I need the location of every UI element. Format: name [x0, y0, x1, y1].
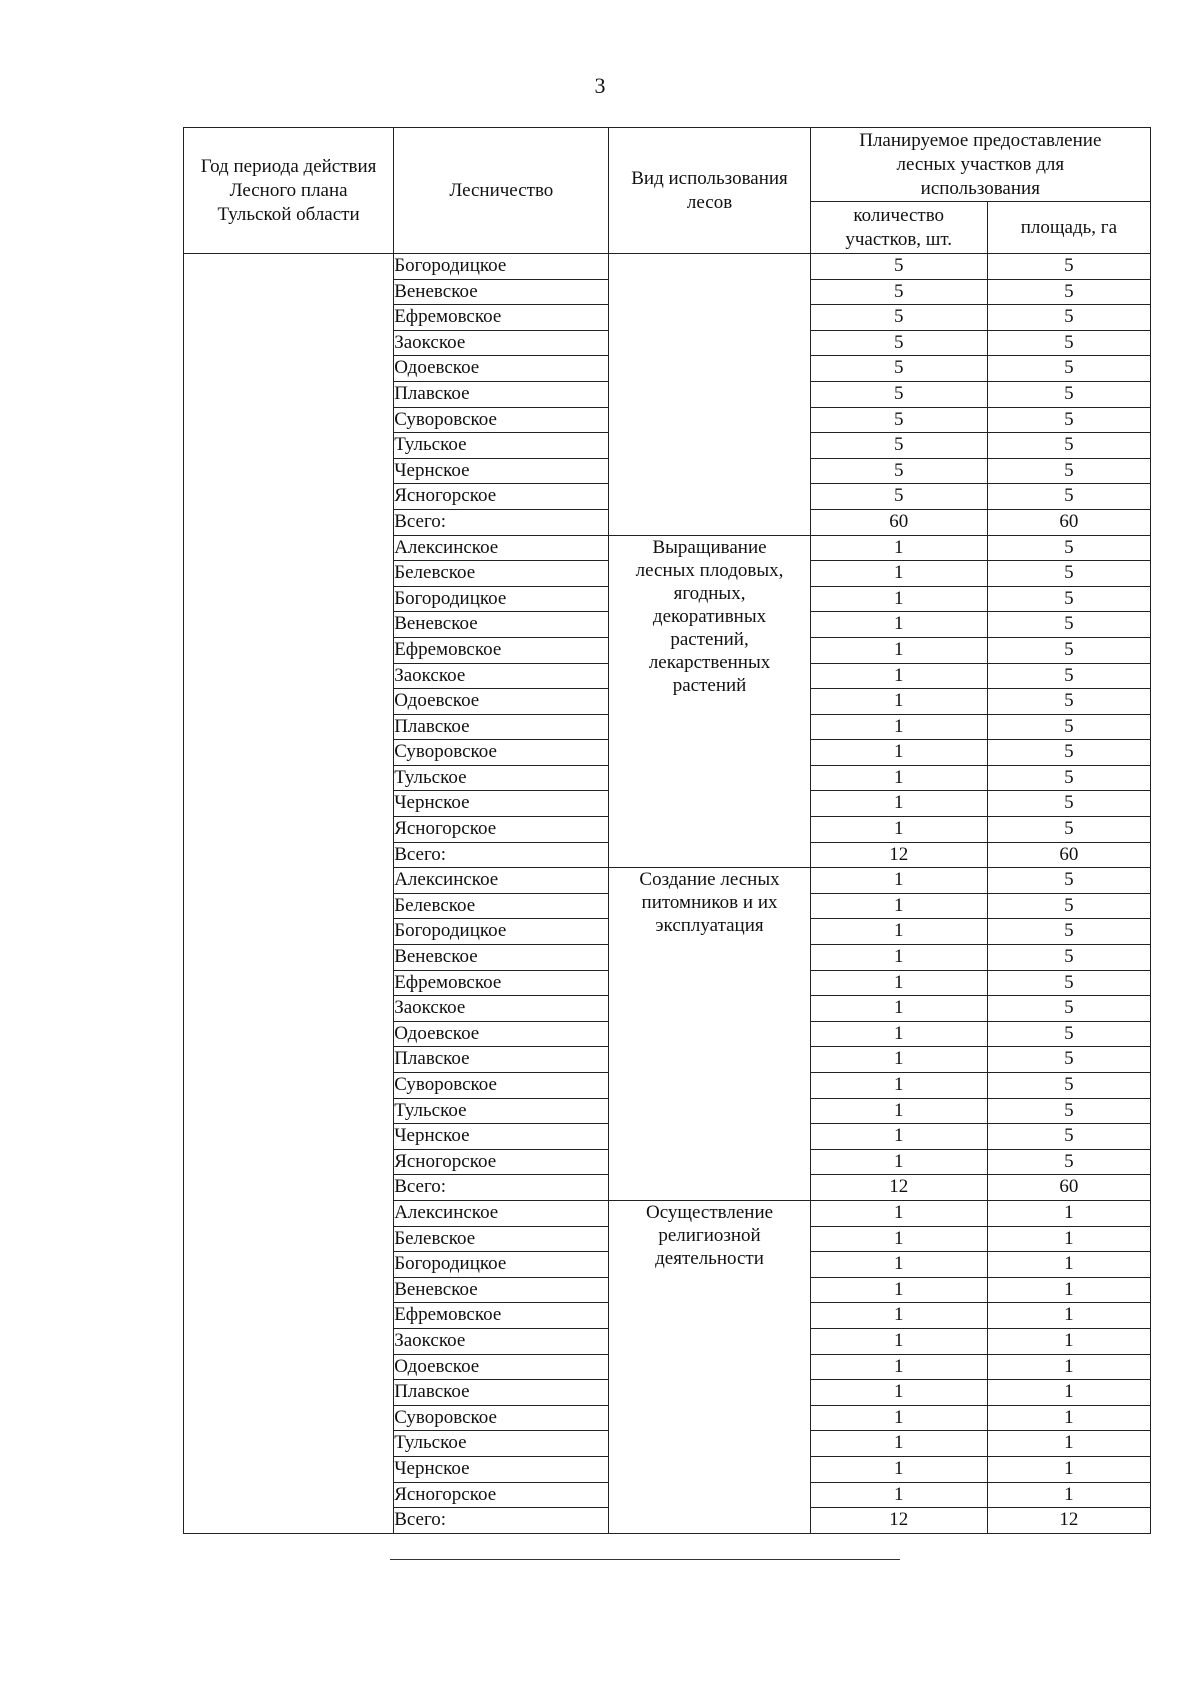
count-cell: 1	[810, 1226, 987, 1252]
count-cell: 5	[810, 458, 987, 484]
count-cell: 1	[810, 1124, 987, 1150]
forestry-cell: Тульское	[394, 765, 609, 791]
footer-rule	[390, 1559, 900, 1560]
count-cell: 1	[810, 1380, 987, 1406]
area-cell: 5	[987, 407, 1150, 433]
use-type-cell	[609, 868, 810, 1201]
count-cell: 1	[810, 1277, 987, 1303]
area-cell: 5	[987, 689, 1150, 715]
area-cell: 5	[987, 970, 1150, 996]
forestry-cell: Богородицкое	[394, 919, 609, 945]
forestry-cell: Белевское	[394, 561, 609, 587]
count-cell: 5	[810, 279, 987, 305]
area-cell: 1	[987, 1405, 1150, 1431]
area-cell: 1	[987, 1431, 1150, 1457]
count-cell: 1	[810, 1021, 987, 1047]
area-cell: 5	[987, 586, 1150, 612]
area-cell: 5	[987, 535, 1150, 561]
area-cell: 5	[987, 381, 1150, 407]
area-cell: 1	[987, 1380, 1150, 1406]
count-cell: 1	[810, 714, 987, 740]
area-cell: 5	[987, 919, 1150, 945]
area-cell: 5	[987, 817, 1150, 843]
count-cell: 1	[810, 765, 987, 791]
area-cell: 5	[987, 279, 1150, 305]
count-cell: 1	[810, 919, 987, 945]
forestry-cell: Белевское	[394, 1226, 609, 1252]
forestry-cell: Алексинское	[394, 868, 609, 894]
header-forestry: Лесничество	[394, 128, 609, 254]
area-cell: 5	[987, 996, 1150, 1022]
count-cell: 12	[810, 1508, 987, 1534]
forestry-cell: Плавское	[394, 381, 609, 407]
count-cell: 12	[810, 842, 987, 868]
area-cell: 5	[987, 433, 1150, 459]
count-cell: 1	[810, 1047, 987, 1073]
count-cell: 1	[810, 689, 987, 715]
area-cell: 5	[987, 740, 1150, 766]
count-cell: 1	[810, 1303, 987, 1329]
count-cell: 1	[810, 1482, 987, 1508]
area-cell: 5	[987, 765, 1150, 791]
forestry-cell: Заокское	[394, 1328, 609, 1354]
forestry-cell: Плавское	[394, 714, 609, 740]
forestry-cell: Алексинское	[394, 535, 609, 561]
area-cell: 5	[987, 356, 1150, 382]
forestry-cell: Суворовское	[394, 1073, 609, 1099]
count-cell: 1	[810, 868, 987, 894]
area-cell: 1	[987, 1303, 1150, 1329]
count-cell: 1	[810, 1405, 987, 1431]
forestry-cell: Суворовское	[394, 1405, 609, 1431]
forestry-cell: Заокское	[394, 663, 609, 689]
forestry-cell: Ясногорское	[394, 1482, 609, 1508]
count-cell: 1	[810, 1149, 987, 1175]
forestry-cell: Веневское	[394, 1277, 609, 1303]
count-cell: 5	[810, 356, 987, 382]
count-cell: 1	[810, 817, 987, 843]
forestry-cell: Белевское	[394, 893, 609, 919]
forestry-cell: Тульское	[394, 1431, 609, 1457]
area-cell: 5	[987, 1149, 1150, 1175]
count-cell: 5	[810, 381, 987, 407]
area-cell: 1	[987, 1252, 1150, 1278]
count-cell: 1	[810, 740, 987, 766]
area-cell: 5	[987, 663, 1150, 689]
forestry-cell: Суворовское	[394, 407, 609, 433]
area-cell: 1	[987, 1226, 1150, 1252]
use-type-cell	[609, 535, 810, 868]
count-cell: 1	[810, 1252, 987, 1278]
area-cell: 5	[987, 791, 1150, 817]
forestry-cell: Богородицкое	[394, 586, 609, 612]
forestry-cell: Одоевское	[394, 689, 609, 715]
area-cell: 5	[987, 330, 1150, 356]
forestry-cell: Всего:	[394, 1175, 609, 1201]
area-cell: 1	[987, 1200, 1150, 1226]
area-cell: 5	[987, 637, 1150, 663]
use-type-label: Осуществление религиозной деятельности	[645, 1201, 774, 1269]
forestry-cell: Веневское	[394, 945, 609, 971]
count-cell: 1	[810, 1200, 987, 1226]
table-row	[184, 254, 1151, 280]
count-cell: 1	[810, 637, 987, 663]
forestry-cell: Заокское	[394, 996, 609, 1022]
forestry-cell: Заокское	[394, 330, 609, 356]
forestry-cell: Всего:	[394, 1508, 609, 1534]
area-cell: 60	[987, 1175, 1150, 1201]
forestry-cell: Одоевское	[394, 356, 609, 382]
header-count: количество участков, шт.	[810, 202, 987, 254]
count-cell: 5	[810, 330, 987, 356]
forestry-cell: Чернское	[394, 458, 609, 484]
area-cell: 1	[987, 1277, 1150, 1303]
year-cell	[184, 254, 394, 1534]
header-year: Год периода действия Лесного плана Тульской области	[184, 128, 394, 254]
forestry-cell: Плавское	[394, 1047, 609, 1073]
area-cell: 5	[987, 1073, 1150, 1099]
forestry-cell: Чернское	[394, 791, 609, 817]
count-cell: 1	[810, 1073, 987, 1099]
area-cell: 5	[987, 1124, 1150, 1150]
forestry-cell: Ясногорское	[394, 1149, 609, 1175]
forestry-cell: Всего:	[394, 509, 609, 535]
forestry-cell: Богородицкое	[394, 1252, 609, 1278]
area-cell: 5	[987, 561, 1150, 587]
table-body	[184, 254, 1151, 1534]
area-cell: 5	[987, 305, 1150, 331]
count-cell: 5	[810, 407, 987, 433]
count-cell: 1	[810, 970, 987, 996]
area-cell: 5	[987, 484, 1150, 510]
forestry-cell: Тульское	[394, 433, 609, 459]
use-type-cell	[609, 254, 810, 536]
area-cell: 5	[987, 714, 1150, 740]
use-type-cell	[609, 1200, 810, 1533]
forestry-cell: Алексинское	[394, 1200, 609, 1226]
forestry-cell: Богородицкое	[394, 254, 609, 280]
use-type-label: Выращивание лесных плодовых, ягодных, декоративных растений, лекарственных растений	[635, 536, 784, 696]
area-cell: 5	[987, 1047, 1150, 1073]
count-cell: 1	[810, 1456, 987, 1482]
header-use-type: Вид использования лесов	[609, 128, 810, 254]
count-cell: 12	[810, 1175, 987, 1201]
forestry-cell: Чернское	[394, 1456, 609, 1482]
count-cell: 5	[810, 433, 987, 459]
count-cell: 60	[810, 509, 987, 535]
count-cell: 1	[810, 945, 987, 971]
count-cell: 5	[810, 305, 987, 331]
forestry-cell: Ефремовское	[394, 305, 609, 331]
count-cell: 1	[810, 663, 987, 689]
area-cell: 5	[987, 868, 1150, 894]
forestry-cell: Ясногорское	[394, 817, 609, 843]
area-cell: 60	[987, 842, 1150, 868]
area-cell: 1	[987, 1482, 1150, 1508]
page-number: 3	[594, 73, 606, 98]
forestry-cell: Одоевское	[394, 1021, 609, 1047]
forestry-cell: Ефремовское	[394, 637, 609, 663]
area-cell: 5	[987, 893, 1150, 919]
area-cell: 1	[987, 1456, 1150, 1482]
count-cell: 1	[810, 535, 987, 561]
count-cell: 1	[810, 1354, 987, 1380]
forestry-cell: Суворовское	[394, 740, 609, 766]
count-cell: 1	[810, 893, 987, 919]
area-cell: 5	[987, 458, 1150, 484]
count-cell: 1	[810, 612, 987, 638]
forestry-cell: Ефремовское	[394, 1303, 609, 1329]
count-cell: 1	[810, 791, 987, 817]
count-cell: 5	[810, 484, 987, 510]
count-cell: 1	[810, 1098, 987, 1124]
area-cell: 5	[987, 1021, 1150, 1047]
area-cell: 60	[987, 509, 1150, 535]
area-cell: 1	[987, 1354, 1150, 1380]
forestry-cell: Чернское	[394, 1124, 609, 1150]
forestry-cell: Всего:	[394, 842, 609, 868]
count-cell: 5	[810, 254, 987, 280]
forestry-cell: Плавское	[394, 1380, 609, 1406]
count-cell: 1	[810, 561, 987, 587]
forestry-cell: Веневское	[394, 612, 609, 638]
header-area: площадь, га	[987, 202, 1150, 254]
table-header	[184, 128, 1151, 254]
forestry-cell: Ефремовское	[394, 970, 609, 996]
area-cell: 5	[987, 612, 1150, 638]
forestry-cell: Одоевское	[394, 1354, 609, 1380]
count-cell: 1	[810, 996, 987, 1022]
area-cell: 12	[987, 1508, 1150, 1534]
area-cell: 5	[987, 254, 1150, 280]
header-planned: Планируемое предоставление лесных участков для использования	[810, 128, 1150, 202]
forestry-cell: Веневское	[394, 279, 609, 305]
count-cell: 1	[810, 1328, 987, 1354]
count-cell: 1	[810, 586, 987, 612]
count-cell: 1	[810, 1431, 987, 1457]
forestry-cell: Ясногорское	[394, 484, 609, 510]
forest-plan-table	[183, 127, 1151, 1534]
area-cell: 5	[987, 1098, 1150, 1124]
area-cell: 5	[987, 945, 1150, 971]
area-cell: 1	[987, 1328, 1150, 1354]
forestry-cell: Тульское	[394, 1098, 609, 1124]
use-type-label: Создание лесных питомников и их эксплуатация	[639, 869, 780, 937]
